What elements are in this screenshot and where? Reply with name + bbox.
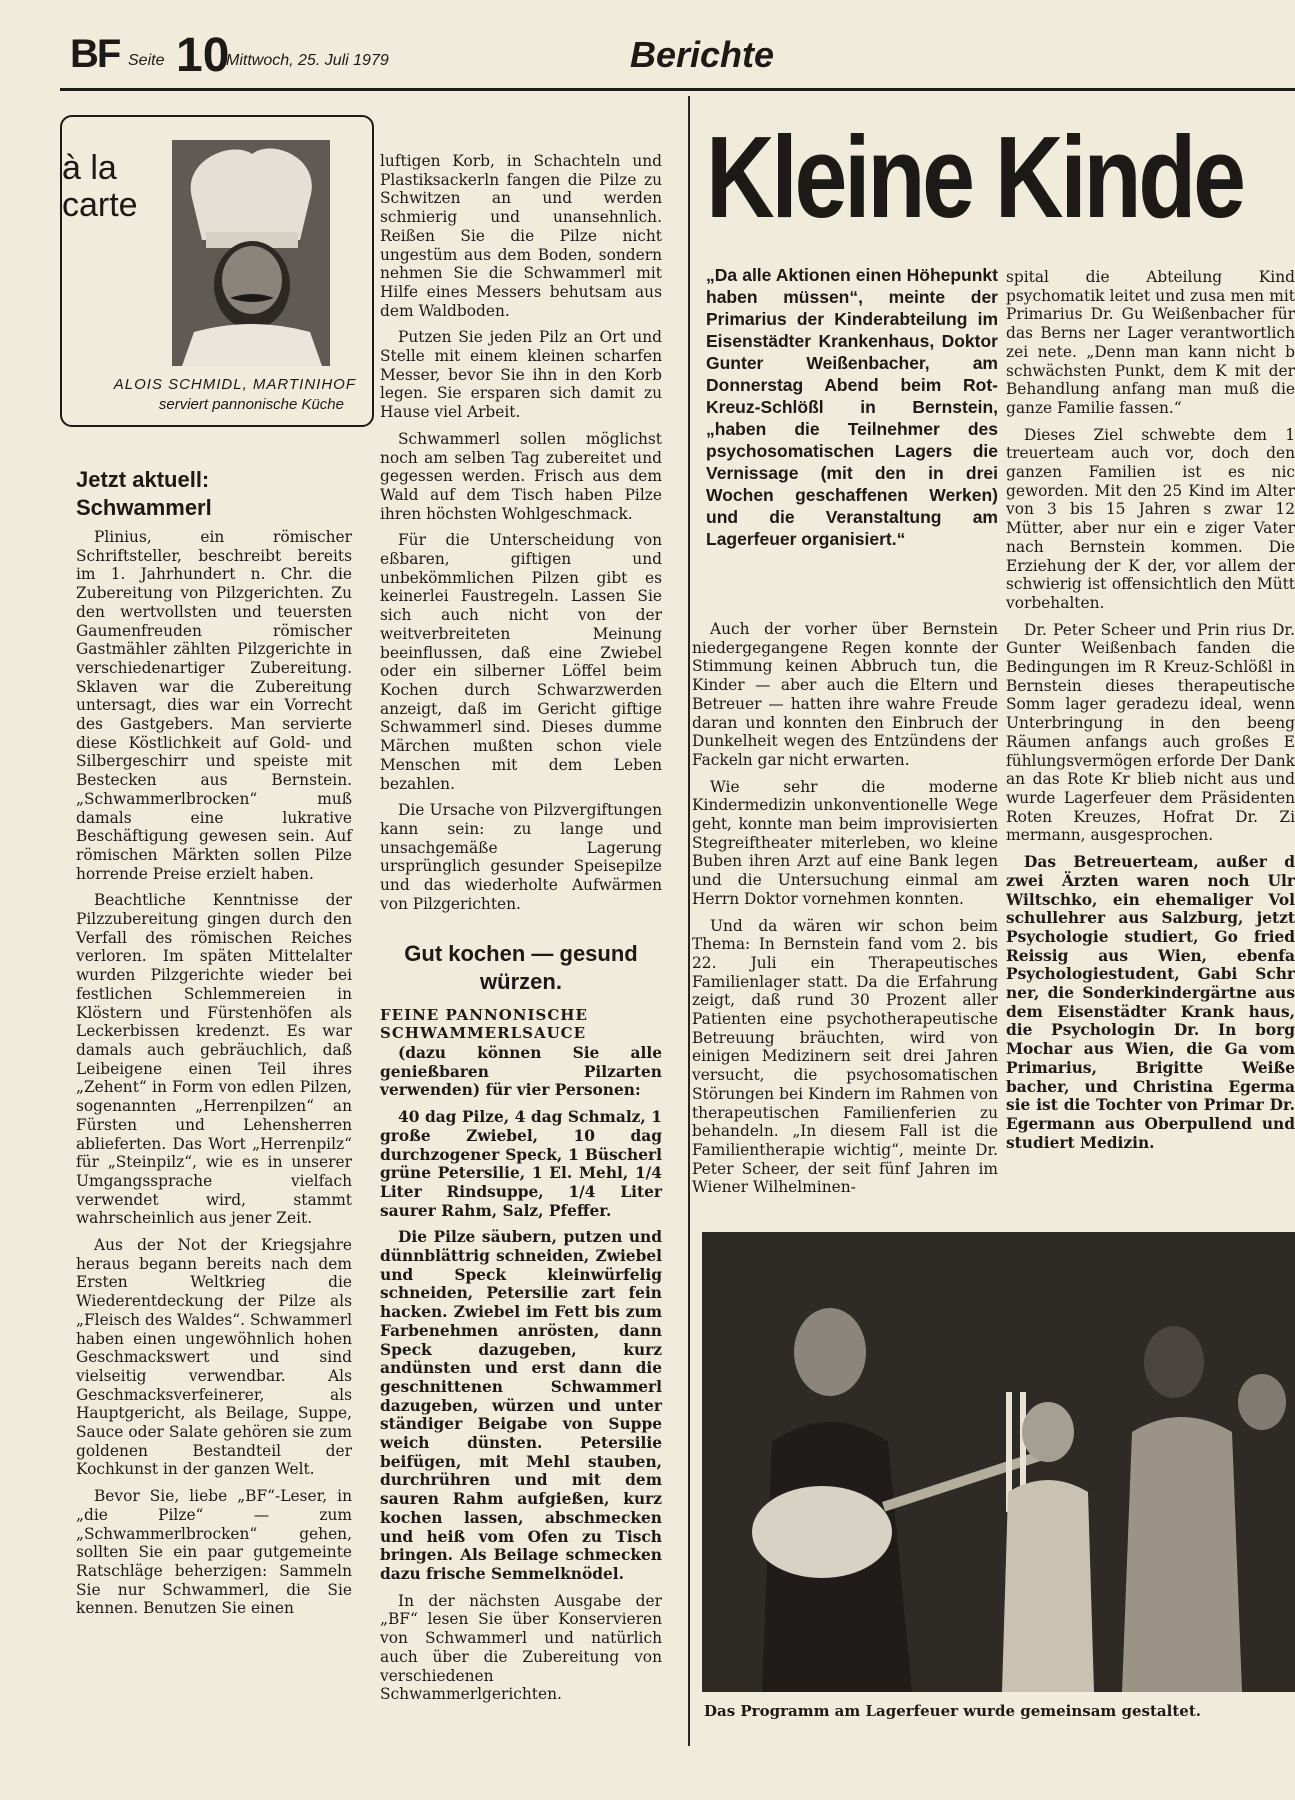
chef-portrait-photo bbox=[172, 140, 330, 366]
paragraph: Plinius, ein römischer Schriftsteller, beschreibt bereits im 1. Jahrhundert n. Chr. die Zubereitung von Pilzgerichten. Zu den wertvollsten und teuersten Gaumenfreuden römischer Gastmähler zählten Pilzgerichte in verschiedenartiger Zubereitung. Sklaven war die Zubereitung untersagt, dies war ein Vorrecht des Gastgebers. Man servierte diese Köstlichkeit auf Gold- und Silbergeschirr und speiste mit Bestecken aus Bernstein. „Schwammerlbrocken“ muß damals eine lukrative Beschäftigung gewesen sein. Auf römischen Märkten sollen Pilze horrende Preise erzielt haben. bbox=[76, 528, 352, 883]
column-divider bbox=[688, 96, 690, 1746]
page-label: Seite bbox=[128, 52, 165, 69]
paragraph: Beachtliche Kenntnisse der Pilzzubereitung gingen durch den Verfall des römischen Reiches verloren. Im späten Mittelalter wurden Pilzgerichte wieder bei festlichen Schlemmereien in Klöstern und Fürstenhöfen als Leckerbissen kredenzt. Es war damals auch gebräuchlich, daß Leibeigene einen Teil ihres „Zehent“ in Form von edlen Pilzen, sogenannten „Herrenpilzen“ an Fürsten und Lehensherren ablieferten. Das Wort „Herrenpilz“ für „Steinpilz“, wie es in unserer Umgangssprache vielfach verwendet wird, stammt wahrscheinlich aus jener Zeit. bbox=[76, 891, 352, 1228]
page-header bbox=[70, 30, 1295, 80]
photo-caption: Das Programm am Lagerfeuer wurde gemeinsam gestaltet. bbox=[704, 1702, 1201, 1720]
paragraph: Dr. Peter Scheer und Prin rius Dr. Gunter Weißenbach fanden die Bedingungen im R Kreuz-Schlößl in Bernstein dieses therapeutische Somm lager geradezu ideal, wenn Unterbringung in den beeng Räumen anfangs auch großes E fühlungsvermögen erforde Der Dank an das Rote Kr blieb nicht aus und wurde Lagerfeuer dem Präsidenten Roten Kreuzes, Hofrat Dr. Zi mermann, ausgesprochen. bbox=[1006, 620, 1295, 845]
issue-date: Mittwoch, 25. Juli 1979 bbox=[226, 52, 389, 69]
paragraph: Auch der vorher über Bernstein niedergegangene Regen konnte der Stimmung keinen Abbruch tun, die Kinder — aber auch die Eltern und Betreuer — hatten ihre wahre Freude daran und konnten den Einbruch der Dunkelheit wegen des Entzündens der Fackeln gar nicht erwarten. bbox=[692, 620, 998, 769]
article-column-3 bbox=[692, 620, 998, 1197]
recipe-method: Die Pilze säubern, putzen und dünnblättrig schneiden, Zwiebel und Speck kleinwürfelig schneiden, Petersilie zart fein hacken. Zwiebel im Fett bis zum Farbenehmen anrösten, dann Speck dazugeben, kurz andünsten und erst dann die geschnittenen Schwammerl dazugeben, würzen und unter ständiger Beigabe von Suppe weich dünsten. Petersilie beifügen, mit Mehl stauben, durchrühren und mit dem sauren Rahm aufgießen, kurz kochen lassen, abschmecken und heiß vom Ofen zu Tisch bringen. Als Beilage schmecken dazu frische Semmelknödel. bbox=[380, 1228, 662, 1583]
recipe-title: FEINE PANNONISCHE SCHWAMMERLSAUCE bbox=[380, 1006, 588, 1042]
page-number: 10 bbox=[176, 29, 230, 82]
article-column-4 bbox=[1006, 268, 1295, 1152]
recipe-headline: Gut kochen — gesund würzen. bbox=[404, 941, 638, 994]
paragraph: Aus der Not der Kriegsjahre heraus begann bereits nach dem Ersten Weltkrieg die Wiederentdeckung der Pilze als „Fleisch des Waldes“. Schwammerl haben einen ungewöhnlich hohen Geschmackswert und sind vielseitig verwendbar. Als Geschmacksverfeinerer, als Hauptgericht, als Beilage, Suppe, Sauce oder Salate gehören sie zum goldenen Bestandteil der Kochkunst in der ganzen Welt. bbox=[76, 1236, 352, 1479]
campfire-photo bbox=[702, 1232, 1295, 1692]
recipe-ingredients: 40 dag Pilze, 4 dag Schmalz, 1 große Zwiebel, 10 dag durchzogener Speck, 1 Büscherl grüne Petersilie, 1 El. Mehl, 1/4 Liter Rindsuppe, 1/4 Liter saurer Rahm, Salz, Pfeffer. bbox=[380, 1108, 662, 1220]
recipe-body bbox=[380, 1044, 662, 1704]
photo-credit-author: ALOIS SCHMIDL, MARTINIHOF bbox=[113, 376, 356, 393]
paragraph: Putzen Sie jeden Pilz an Ort und Stelle mit einem kleinen scharfen Messer, bevor Sie ihn in den Korb legen. Sie ersparen sich damit zu Hause viel Arbeit. bbox=[380, 328, 662, 422]
paragraph: Dieses Ziel schwebte dem 1 treuerteam auch vor, doch den ganzen Familien ist es nic geworden. Mit den 25 Kind im Alter von 3 bis 15 Jahren s zwar 12 Mütter, aber nur ein e ziger Vater nach Bernstein kommen. Die Erziehung der K der, vor allem der schwierig ist offensichtlich den Mütt vorbehalten. bbox=[1006, 425, 1295, 612]
paragraph: Und da wären wir schon beim Thema: In Bernstein fand vom 2. bis 22. Juli ein Therapeutisches Familienlager statt. Da die Erfahrung zeigt, daß rund 30 Prozent aller Patienten eine psychotherapeutische Betreuung bräuchten, wird von einigen Medizinern seit drei Jahren versucht, die psychosomatischen Störungen bei Kindern im Rahmen von therapeutischen Familienferien zu behandeln. „In diesem Fall ist die Familientherapie wichtig“, meinte Dr. Peter Scheer, der seit fünf Jahren im Wiener Wilhelminen- bbox=[692, 916, 998, 1197]
paragraph: Wie sehr die moderne Kindermedizin unkonventionelle Wege geht, konnte man beim improvisierten Stegreiftheater miterleben, wo kleine Buben ihren Arzt auf eine Bank legen und die Untersuchung einmal am Herrn Doktor vornehmen konnten. bbox=[692, 777, 998, 908]
paragraph: Die Ursache von Pilzvergiftungen kann sein: zu lange und unsachgemäße Lagerung ursprünglich gesunder Speisepilze und das wiederholte Aufwärmen von Pilzgerichten. bbox=[380, 801, 662, 913]
article-column-1 bbox=[76, 528, 352, 1618]
article-headline: Jetzt aktuell: Schwammerl bbox=[76, 467, 212, 520]
paragraph: Schwammerl sollen möglichst noch am selben Tag zubereitet und gegessen werden. Frisch aus dem Wald auf dem Tisch haben Pilze ihren höchsten Wohlgeschmack. bbox=[380, 429, 662, 523]
column-title: à la carte bbox=[62, 149, 138, 224]
section-title: Berichte bbox=[630, 34, 775, 75]
photo-credit-subtitle: serviert pannonische Küche bbox=[158, 396, 344, 413]
main-headline: Kleine Kinde bbox=[706, 112, 1243, 242]
paragraph: spital die Abteilung Kind psychomatik leitet und zusa men mit Primarius Dr. Gu Weißenbacher für das Berns ner Lager verantwortlich zei nete. „Denn man kann nicht b schwächsten Punkt, dem K mit der Behandlung anfang man muß die ganze Familie fassen.“ bbox=[1006, 268, 1295, 417]
recipe-outro: In der nächsten Ausgabe der „BF“ lesen Sie über Konservieren von Schwammerl und natürlich auch über die Zubereitung von verschiedenen Schwammerlgerichten. bbox=[380, 1591, 662, 1704]
paragraph: Das Betreuerteam, außer d zwei Ärzten waren noch Ulr Wiltschko, ein ehemaliger Vol schullehrer aus Salzburg, jetzt Psychologie studiert, Go fried Reissig aus Wien, ebenfa Psychologiestudent, Gabi Schr ner, die Sonderkindergärtne aus dem Eisenstädter Krank haus, die Psychologin Dr. In borg Mochar aus Wien, die Ga vom Primarius, Brigitte Weiße bacher, und Christina Egerma sie ist die Tochter von Primar Dr. Egermann aus Oberpullend und studiert Medizin. bbox=[1006, 853, 1295, 1152]
article-column-2 bbox=[380, 152, 662, 913]
newspaper-logo: BF bbox=[70, 32, 120, 76]
paragraph: luftigen Korb, in Schachteln und Plastiksackerln fangen die Pilze zu Schwitzen an und werden schmierig und unansehnlich. Reißen Sie die Pilze nicht ungestüm aus dem Boden, sondern nehmen Sie die Schwammerl mit Hilfe eines Messers behutsam aus dem Waldboden. bbox=[380, 152, 662, 320]
header-rule bbox=[60, 88, 1295, 91]
paragraph: Für die Unterscheidung von eßbaren, giftigen und unbekömmlichen Pilzen gibt es keinerlei Faustregeln. Lassen Sie sich auch nicht von der weitverbreiteten Meinung beeinflussen, daß eine Zwiebel oder ein silberner Löffel beim Kochen durch Schwarzwerden anzeigt, daß im Gericht giftige Schwammerl sind. Dieses dumme Märchen mußten schon viele Menschen mit dem Leben bezahlen. bbox=[380, 531, 662, 793]
article-lead: „Da alle Aktionen einen Höhepunkt haben müssen“, meinte der Primarius der Kinderabteilung im Eisenstädter Krankenhaus, Doktor Gunter Weißenbacher, am Donnerstag Abend beim Rot-Kreuz-Schlößl in Bernstein, „haben die Teilnehmer des psychosomatischen Lagers die Vernissage (mit den in drei Wochen geschaffenen Werken) und die Veranstaltung am Lagerfeuer organisiert.“ bbox=[706, 265, 998, 549]
paragraph: Bevor Sie, liebe „BF“-Leser, in „die Pilze“ — zum „Schwammerlbrocken“ gehen, sollten Sie ein paar gutgemeinte Ratschläge beherzigen: Sammeln Sie nur Schwammerl, die Sie kennen. Benutzen Sie einen bbox=[76, 1487, 352, 1618]
recipe-note: (dazu können Sie alle genießbaren Pilzarten verwenden) für vier Personen: bbox=[380, 1044, 662, 1100]
